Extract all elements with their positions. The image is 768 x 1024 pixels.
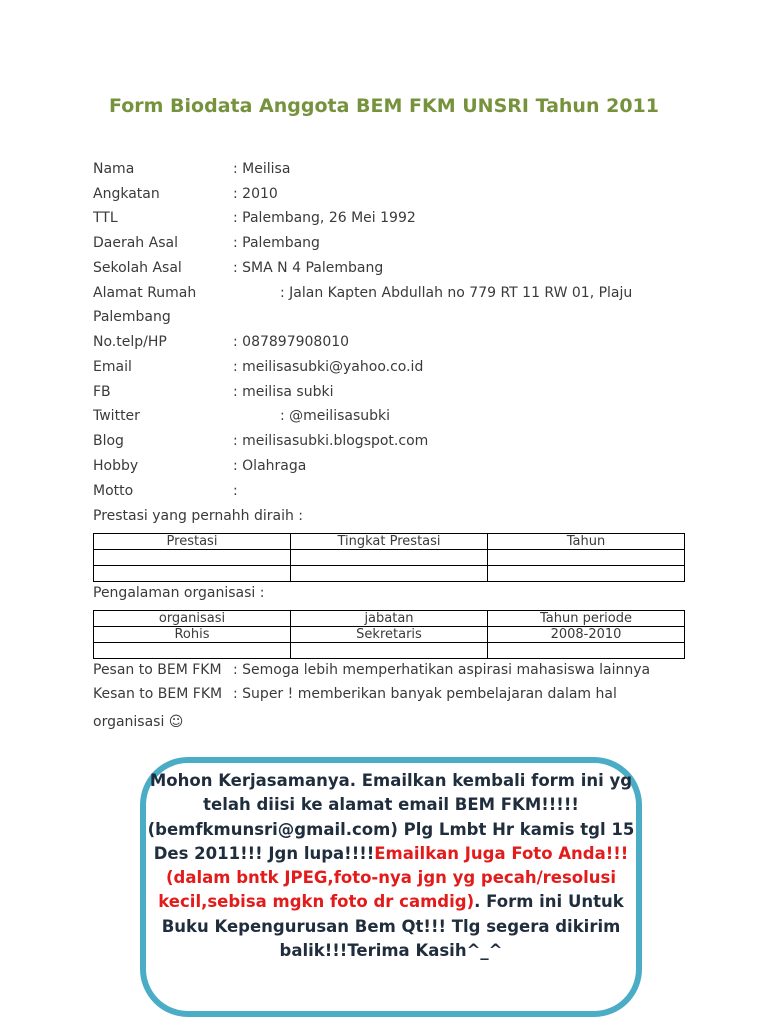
field-label: TTL bbox=[93, 210, 118, 226]
table-cell bbox=[488, 566, 685, 582]
notice-text bbox=[146, 769, 636, 963]
form-title: Form Biodata Anggota BEM FKM UNSRI Tahun 2011 bbox=[109, 95, 659, 117]
pesan-value: : Semoga lebih memperhatikan aspirasi mahasiswa lainnya bbox=[233, 662, 651, 678]
field-value: : Palembang, 26 Mei 1992 bbox=[233, 210, 416, 226]
table-cell bbox=[291, 550, 488, 566]
field-label: Sekolah Asal bbox=[93, 260, 182, 276]
field-value: : Palembang bbox=[233, 235, 320, 251]
table-row bbox=[94, 550, 685, 566]
table-row bbox=[94, 643, 685, 659]
notice-part-2-red: Emailkan Juga Foto Anda!!! (dalam bntk JPEG,foto-nya jgn yg pecah/resolusi kecil,sebisa mgkn foto dr camdig) bbox=[158, 843, 629, 912]
kesan-continuation: organisasi ☺ bbox=[93, 714, 184, 730]
notice-part-1: Mohon Kerjasamanya. Emailkan kembali form ini yg telah diisi ke alamat email BEM FKM!!!!! (bemfkmunsri@gmail.com) Plg Lmbt Hr kamis tgl 15 Des 2011!!! Jgn lupa!!!! bbox=[147, 771, 635, 863]
table-cell bbox=[488, 643, 685, 659]
table-header-row bbox=[94, 611, 685, 627]
table-header-cell: Tingkat Prestasi bbox=[291, 534, 488, 550]
field-value: : bbox=[233, 483, 238, 499]
table-row bbox=[94, 566, 685, 582]
prestasi-table bbox=[93, 533, 685, 582]
field-label: No.telp/HP bbox=[93, 334, 167, 350]
organisasi-heading: Pengalaman organisasi : bbox=[93, 585, 265, 601]
organisasi-table bbox=[93, 610, 685, 659]
table-header-row bbox=[94, 534, 685, 550]
field-label: Daerah Asal bbox=[93, 235, 178, 251]
pesan-label: Pesan to BEM FKM bbox=[93, 662, 222, 678]
field-value: : @meilisasubki bbox=[280, 408, 391, 424]
table-cell: Rohis bbox=[94, 627, 291, 643]
table-cell bbox=[94, 550, 291, 566]
field-label: Blog bbox=[93, 433, 124, 449]
notice-part-3: . Form ini Untuk Buku Kepengurusan Bem Qt!!! Tlg segera dikirim balik!!!Terima Kasih^_^ bbox=[161, 892, 624, 961]
table-header-cell: jabatan bbox=[291, 611, 488, 627]
table-cell: Sekretaris bbox=[291, 627, 488, 643]
table-cell bbox=[94, 566, 291, 582]
table-cell bbox=[291, 566, 488, 582]
field-value: : Jalan Kapten Abdullah no 779 RT 11 RW 01, Plaju bbox=[280, 285, 633, 301]
field-label: Angkatan bbox=[93, 186, 160, 202]
table-cell bbox=[488, 550, 685, 566]
table-cell bbox=[94, 643, 291, 659]
field-label: Alamat Rumah bbox=[93, 285, 197, 301]
field-label: Motto bbox=[93, 483, 134, 499]
field-value: : meilisasubki@yahoo.co.id bbox=[233, 359, 424, 375]
notice-callout bbox=[140, 757, 642, 1017]
field-label: Hobby bbox=[93, 458, 139, 474]
field-label: Nama bbox=[93, 161, 135, 177]
table-cell: 2008-2010 bbox=[488, 627, 685, 643]
field-value: : SMA N 4 Palembang bbox=[233, 260, 384, 276]
field-value: : 087897908010 bbox=[233, 334, 350, 350]
kesan-label: Kesan to BEM FKM bbox=[93, 686, 223, 702]
field-label: FB bbox=[93, 384, 111, 400]
table-header-cell: Tahun periode bbox=[488, 611, 685, 627]
field-label: Twitter bbox=[93, 408, 140, 424]
field-value: : meilisa subki bbox=[233, 384, 334, 400]
table-header-cell: organisasi bbox=[94, 611, 291, 627]
field-value: : Olahraga bbox=[233, 458, 307, 474]
table-row bbox=[94, 627, 685, 643]
table-header-cell: Prestasi bbox=[94, 534, 291, 550]
field-value: : meilisasubki.blogspot.com bbox=[233, 433, 429, 449]
field-value: : 2010 bbox=[233, 186, 278, 202]
prestasi-heading: Prestasi yang pernahh diraih : bbox=[93, 508, 304, 524]
table-header-cell: Tahun bbox=[488, 534, 685, 550]
field-label: Email bbox=[93, 359, 132, 375]
field-label: Palembang bbox=[93, 309, 171, 325]
kesan-value: : Super ! memberikan banyak pembelajaran dalam hal bbox=[233, 686, 617, 702]
field-value: : Meilisa bbox=[233, 161, 291, 177]
table-cell bbox=[291, 643, 488, 659]
